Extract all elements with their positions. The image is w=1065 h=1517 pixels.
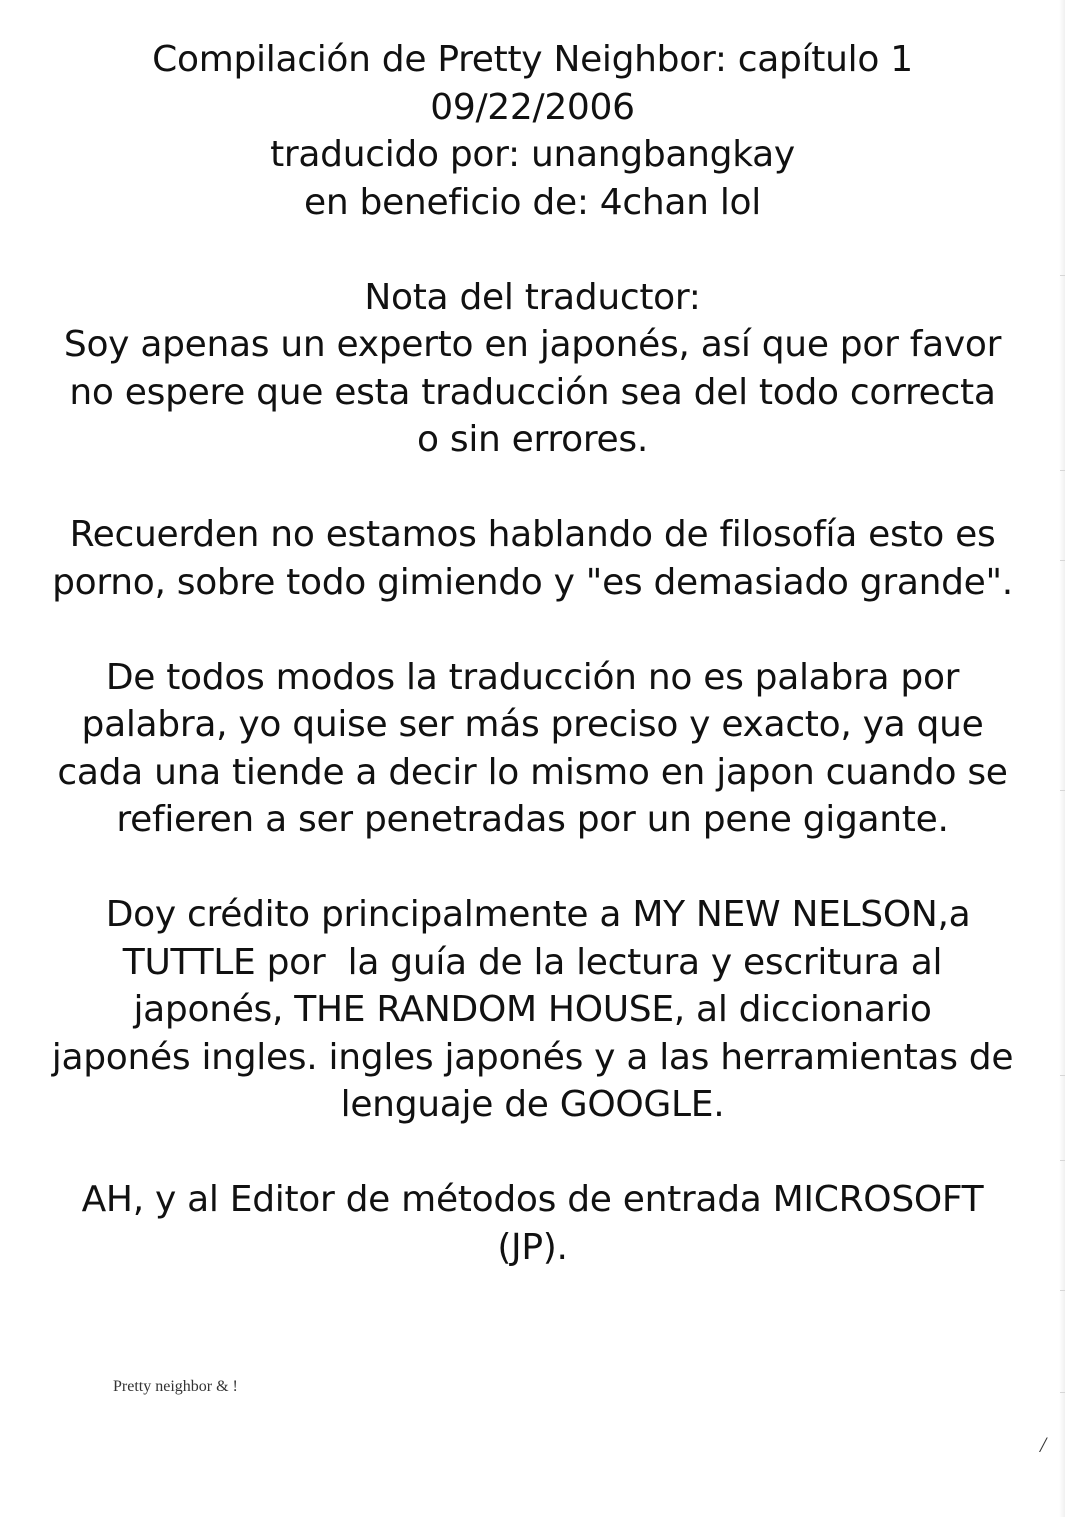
page-edge-tick — [1060, 470, 1065, 471]
spacer — [40, 464, 1025, 512]
note-p2-line: porno, sobre todo gimiendo y "es demasiado grande". — [52, 561, 1013, 603]
spacer — [40, 226, 1025, 274]
spacer — [40, 1129, 1025, 1177]
note-p4-line: TUTTLE por la guía de la lectura y escritura al — [122, 941, 943, 983]
translator-credit: traducido por: unangbangkay — [270, 134, 795, 175]
document-date: 09/22/2006 — [430, 86, 635, 128]
note-p3-line: De todos modos la traducción no es palabra por — [105, 656, 960, 698]
page-edge-tick — [1060, 1290, 1065, 1291]
page-edge-tick — [1060, 1160, 1065, 1161]
note-heading: Nota del traductor: — [364, 276, 701, 318]
page-edge-tick — [1060, 1075, 1065, 1076]
spacer — [40, 606, 1025, 654]
document-title: Compilación de Pretty Neighbor: capítulo 1 — [152, 39, 913, 80]
note-p4-line: Doy crédito principalmente a MY NEW NELSON,a — [94, 894, 971, 935]
note-p5-line: AH, y al Editor de métodos de entrada MICROSOFT — [81, 1179, 984, 1220]
page-edge-tick — [1060, 275, 1065, 276]
footer-caption: Pretty neighbor & ! — [113, 1378, 238, 1395]
page-edge-tick — [1060, 1392, 1065, 1393]
beneficiary-line: en beneficio de: 4chan lol — [304, 181, 761, 223]
page-edge-tick — [1060, 790, 1065, 791]
spacer — [40, 844, 1025, 892]
note-p3-line: cada una tiende a decir lo mismo en japon cuando se — [57, 751, 1008, 793]
note-p4-line: japonés ingles. ingles japonés y a las herramientas de — [51, 1036, 1014, 1078]
note-p5-line: (JP). — [497, 1226, 568, 1268]
note-p1-line: o sin errores. — [417, 419, 648, 460]
note-p1-line: Soy apenas un experto en japonés, así que por favor — [63, 324, 1002, 365]
page-mark: / — [1040, 1432, 1047, 1457]
note-p3-line: refieren a ser penetradas por un pene gigante. — [116, 799, 949, 840]
note-p1-line: no espere que esta traducción sea del todo correcta — [69, 371, 996, 413]
note-p3-line: palabra, yo quise ser más preciso y exacto, ya que — [81, 704, 984, 745]
page-edge-tick — [1060, 560, 1065, 561]
main-text-block — [40, 36, 1025, 1271]
note-p4-line: japonés, THE RANDOM HOUSE, al diccionario — [133, 989, 932, 1030]
note-p2-line: Recuerden no estamos hablando de filosofía esto es — [69, 514, 996, 555]
note-p4-line: lenguaje de GOOGLE. — [340, 1084, 725, 1125]
